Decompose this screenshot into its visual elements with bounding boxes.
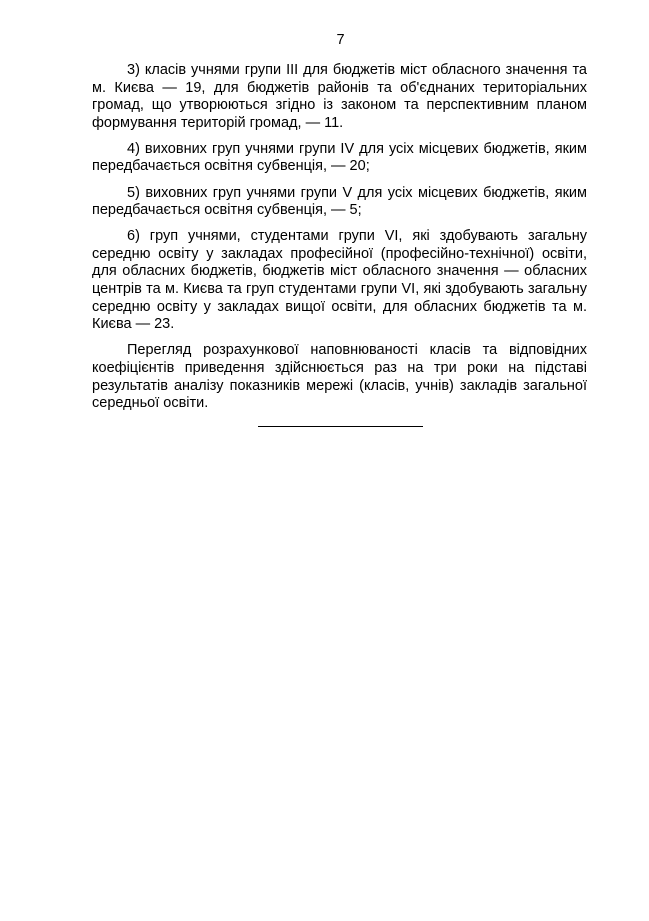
page-number: 7 (336, 32, 345, 48)
paragraph-item-4: 4) виховних груп учнями групи IV для усіх місцевих бюджетів, яким передбачається освітня субвенція, — 20; (92, 140, 587, 175)
paragraph-item-6: 6) груп учнями, студентами групи VI, які здобувають загальну середню освіту у закладах професійної (професійно-технічної) освіти, для обласних бюджетів, бюджетів міст обласного значення — обласних центрів та м. Києва та груп студентами групи VI, які здобувають загальну середню освіту у закладах вищої освіти, для обласних бюджетів та м. Києва — 23. (92, 228, 587, 333)
paragraph-item-3: 3) класів учнями групи III для бюджетів міст обласного значення та м. Києва — 19, для бюджетів районів та об'єднаних територіальних громад, що утворюються згідно із законом та перспективним планом формування територій громад, — 11. (92, 62, 587, 131)
paragraph-item-5: 5) виховних груп учнями групи V для усіх місцевих бюджетів, яким передбачається освітня субвенція, — 5; (92, 184, 587, 219)
document-body (92, 62, 587, 421)
paragraph-review-note: Перегляд розрахункової наповнюваності класів та відповідних коефіцієнтів приведення здійснюється раз на три роки на підставі результатів аналізу показників мережі (класів, учнів) закладів загальної середньої освіти. (92, 342, 587, 412)
end-divider-line (258, 426, 423, 427)
